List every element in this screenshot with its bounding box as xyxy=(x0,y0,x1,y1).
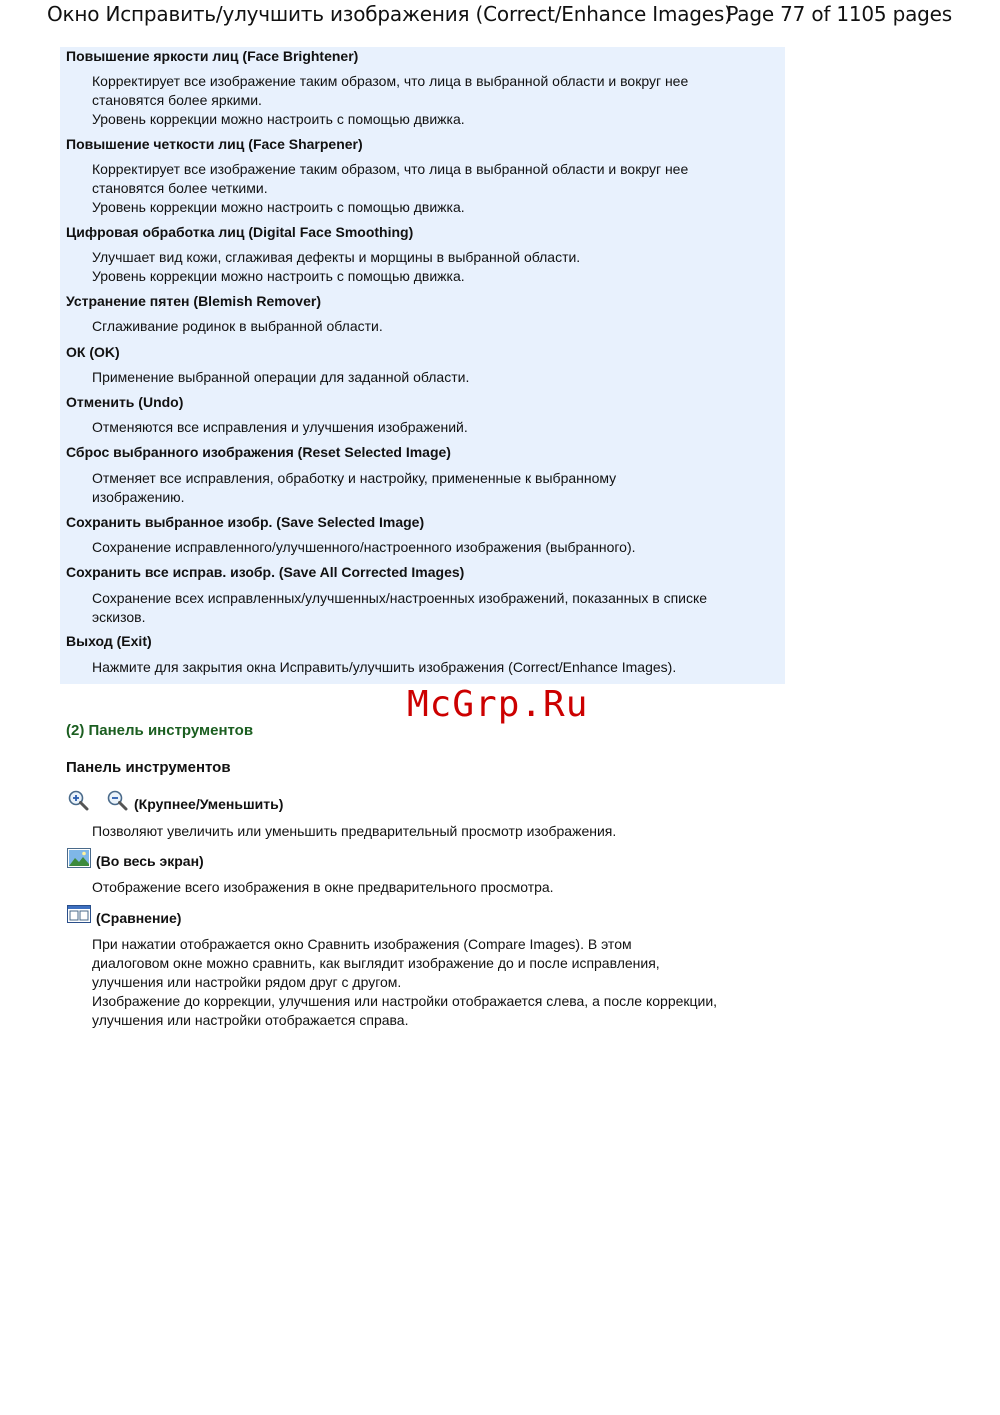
term-face-brightener: Повышение яркости лиц (Face Brightener) xyxy=(66,48,359,64)
compare-icon xyxy=(67,905,89,925)
desc-digital-face-smoothing: Улучшает вид кожи, сглаживая дефекты и морщины в выбранной области. Уровень коррекции можно настроить с помощью движка. xyxy=(92,249,581,284)
section-title: (2) Панель инструментов xyxy=(66,722,254,739)
term-reset-selected-image: Сброс выбранного изображения (Reset Selected Image) xyxy=(66,444,451,460)
term-undo: Отменить (Undo) xyxy=(66,394,184,410)
desc-save-all-corrected-images: Сохранение всех исправленных/улучшенных/настроенных изображений, показанных в списке эскизов. xyxy=(92,590,708,625)
desc-exit: Нажмите для закрытия окна Исправить/улучшить изображения (Correct/Enhance Images). xyxy=(92,659,677,675)
term-blemish-remover: Устранение пятен (Blemish Remover) xyxy=(66,293,321,309)
term-digital-face-smoothing: Цифровая обработка лиц (Digital Face Smoothing) xyxy=(66,224,414,240)
tool-label-zoom: (Крупнее/Уменьшить) xyxy=(134,796,284,812)
desc-reset-selected-image: Отменяет все исправления, обработку и настройку, примененные к выбранному изображению. xyxy=(92,470,617,505)
subsection-title: Панель инструментов xyxy=(66,759,231,776)
desc-face-brightener: Корректирует все изображение таким образом, что лица в выбранной области и вокруг нее становятся более яркими. Уровень коррекции можно настроить с помощью движка. xyxy=(92,73,689,127)
page-counter: Page 77 of 1105 pages xyxy=(726,2,952,26)
desc-zoom: Позволяют увеличить или уменьшить предварительный просмотр изображения. xyxy=(92,823,617,839)
desc-full-screen: Отображение всего изображения в окне предварительного просмотра. xyxy=(92,879,554,895)
watermark: McGrp.Ru xyxy=(407,684,589,725)
term-save-selected-image: Сохранить выбранное изобр. (Save Selected Image) xyxy=(66,514,425,530)
zoom-out-icon xyxy=(106,789,128,809)
full-screen-icon xyxy=(67,848,89,868)
document-title: Окно Исправить/улучшить изображения (Correct/Enhance Images) xyxy=(47,2,732,26)
desc-save-selected-image: Сохранение исправленного/улучшенного/настроенного изображения (выбранного). xyxy=(92,539,636,555)
term-ok: ОК (OK) xyxy=(66,344,120,360)
tool-label-full-screen: (Во весь экран) xyxy=(96,853,204,869)
term-exit: Выход (Exit) xyxy=(66,633,152,649)
desc-face-sharpener: Корректирует все изображение таким образом, что лица в выбранной области и вокруг нее становятся более четкими. Уровень коррекции можно настроить с помощью движка. xyxy=(92,161,689,215)
term-face-sharpener: Повышение четкости лиц (Face Sharpener) xyxy=(66,136,363,152)
desc-blemish-remover: Сглаживание родинок в выбранной области. xyxy=(92,318,383,334)
desc-ok: Применение выбранной операции для заданной области. xyxy=(92,369,470,385)
page-header xyxy=(0,0,1000,30)
tool-label-compare: (Сравнение) xyxy=(96,910,182,926)
desc-undo: Отменяются все исправления и улучшения изображений. xyxy=(92,419,468,435)
term-save-all-corrected-images: Сохранить все исправ. изобр. (Save All Corrected Images) xyxy=(66,564,465,580)
zoom-in-icon xyxy=(67,789,89,809)
desc-compare: При нажатии отображается окно Сравнить изображения (Compare Images). В этом диалоговом окне можно сравнить, как выглядит изображение до и после исправления, улучшения или настройки рядом друг с другом. Изображение до коррекции, улучшения или настройки отображается слева, а после коррекции, улучшения или настройки отображается справа. xyxy=(92,936,718,1028)
